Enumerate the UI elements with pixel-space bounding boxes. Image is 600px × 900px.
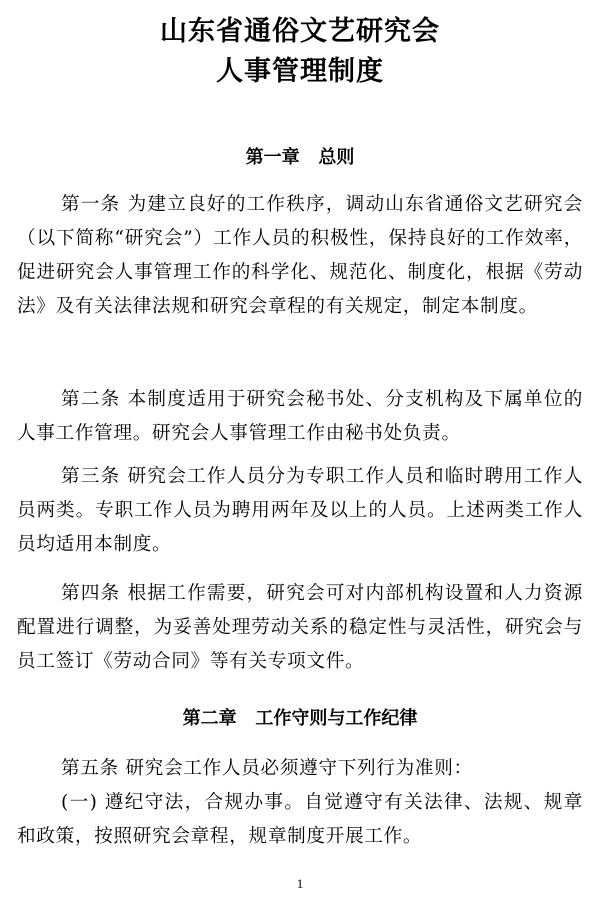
article-4-paragraph: 第四条 根据工作需要，研究会可对内部机构设置和人力资源配置进行调整，为妥善处理劳动关系的稳定性与灵活性，研究会与员工签订《劳动合同》等有关专项文件。	[17, 583, 583, 672]
document-title-line-1: 山东省通俗文艺研究会	[160, 16, 440, 47]
article-5-item-1-paragraph: (一) 遵纪守法，合规办事。自觉遵守有关法律、法规、规章和政策，按照研究会章程，规章制度开展工作。	[17, 792, 583, 847]
chapter-heading-work-rules: 第二章 工作守则与工作纪律	[182, 708, 418, 729]
article-5-paragraph: 第五条 研究会工作人员必须遵守下列行为准则：	[61, 758, 473, 779]
chapter-heading-general: 第一章 总则	[245, 147, 355, 168]
article-1-paragraph: 第一条 为建立良好的工作秩序，调动山东省通俗文艺研究会（以下简称“研究会”）工作人员的积极性，保持良好的工作效率，促进研究会人事管理工作的科学化、规范化、制度化，根据《劳动法》及有关法律法规和研究会章程的有关规定，制定本制度。	[17, 194, 583, 317]
document-title-line-2: 人事管理制度	[216, 56, 384, 87]
article-3-paragraph: 第三条 研究会工作人员分为专职工作人员和临时聘用工作人员两类。专职工作人员为聘用两年及以上的人员。上述两类工作人员均适用本制度。	[17, 466, 583, 555]
page-number: 1	[296, 876, 304, 891]
article-2-paragraph: 第二条 本制度适用于研究会秘书处、分支机构及下属单位的人事工作管理。研究会人事管理工作由秘书处负责。	[17, 389, 583, 444]
